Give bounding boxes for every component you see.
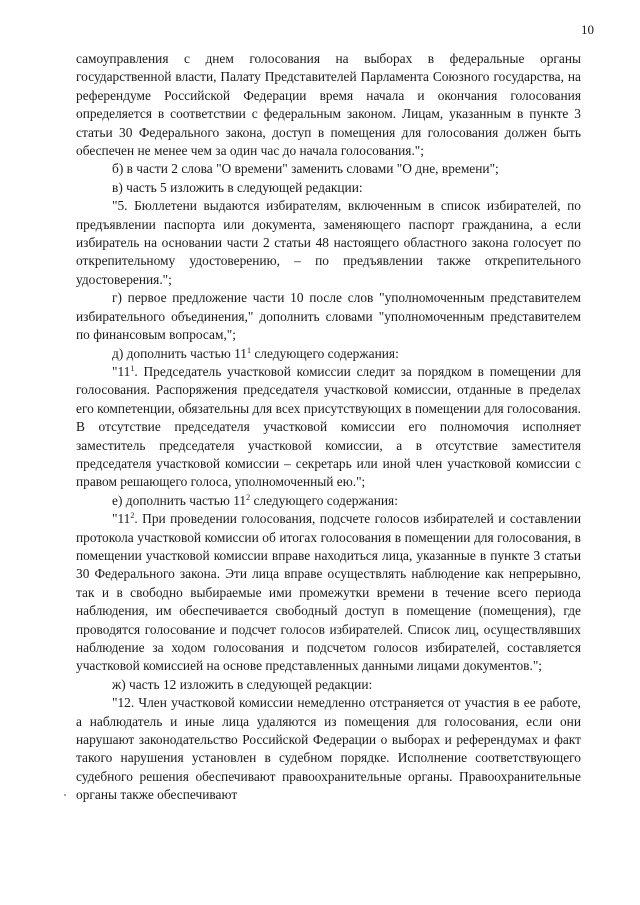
document-body <box>76 50 581 805</box>
paragraph-item-v: в) часть 5 изложить в следующей редакции: <box>112 179 363 195</box>
paragraph-continuation: самоуправления с днем голосования на выборах в федеральные органы государственной власти, Палату Представителей Парламента Союзного государства, на референдуме Российской Федерации время начала и окончания голосования определяется в соответствии с федеральным законом. Лицам, указанным в пункте 3 статьи 30 Федерального закона, доступ в помещения для голосования должен быть обеспечен не менее чем за один час до начала голосования."; <box>76 51 581 159</box>
paragraph-item-d <box>76 345 581 363</box>
paragraph-item-e-post: следующего содержания: <box>250 492 398 508</box>
page-number: 10 <box>581 22 594 37</box>
paragraph-item-g: г) первое предложение части 10 после слов "уполномоченным представителем избирательного объединения," дополнить словами "уполномоченным представителем по финансовым вопросам,"; <box>76 290 581 343</box>
paragraph-item-e-sup: 2 <box>246 492 251 502</box>
paragraph-part-11-1-pre: "11 <box>112 363 131 379</box>
paragraph-part-11-1-post: . Председатель участковой комиссии следит за порядком в помещении для голосования. Распоряжения председателя участковой комиссии, отданные в пределах его компетенции, обязательны для всех присутствующих в помещении для голосования. В отсутствие председателя участковой комиссии его полномочия исполняет заместитель председателя участковой комиссии, а в отсутствие заместителя председателя участковой комиссии – секретарь или иной член участковой комиссии с правом решающего голоса, уполномоченный ею."; <box>76 363 581 490</box>
paragraph-item-d-pre: д) дополнить частью 11 <box>112 345 247 361</box>
paragraph-part-5: "5. Бюллетени выдаются избирателям, включенным в список избирателей, по предъявлении паспорта или документа, заменяющего паспорт гражданина, а если избиратель на основании части 2 статьи 48 настоящего областного закона голосует по открепительному удостоверению, – по предъявлении также открепительного удостоверения."; <box>76 198 581 287</box>
paragraph-part-11-2 <box>76 510 581 676</box>
paragraph-item-e <box>76 492 581 510</box>
paragraph-item-e-pre: е) дополнить частью 11 <box>112 492 247 508</box>
paragraph-part-11-2-post: . При проведении голосования, подсчете голосов избирателей и составлении протокола участковой комиссии об итогах голосования в помещении для голосования, в помещении участковой комиссии вправе находиться лица, указанные в пункте 3 статьи 30 Федерального закона. Эти лица вправе осуществлять наблюдение как непрерывно, так и в свободно выбираемые ими промежутки времени в течение всего периода наблюдения, им обеспечивается свободный доступ в помещение (помещения), где проводятся голосование и подсчет голосов избирателей. Список лиц, осуществлявших наблюдение за ходом голосования и подсчетом голосов избирателей, составляется участковой комиссией на основе представленных данными лицами документов."; <box>76 511 581 674</box>
scan-speck <box>64 794 66 796</box>
paragraph-part-11-1-sup: 1 <box>130 363 135 373</box>
paragraph-item-b: б) в части 2 слова "О времени" заменить словами "О дне, времени"; <box>112 161 499 177</box>
paragraph-item-zh: ж) часть 12 изложить в следующей редакции: <box>112 676 373 692</box>
paragraph-part-12: "12. Член участковой комиссии немедленно отстраняется от участия в ее работе, а наблюдатель и иные лица удаляются из помещения для голосования, если они нарушают законодательство Российской Федерации о выборах и референдумах и факт такого нарушения установлен в судебном порядке. Исполнение соответствующего судебного решения обеспечивают правоохранительные органы. Правоохранительные органы также обеспечивают <box>76 695 581 803</box>
paragraph-item-d-post: следующего содержания: <box>250 345 399 361</box>
paragraph-item-d-sup: 1 <box>246 345 251 355</box>
paragraph-part-11-2-pre: "11 <box>112 511 131 527</box>
paragraph-part-11-1 <box>76 363 581 492</box>
paragraph-part-11-2-sup: 2 <box>130 511 135 521</box>
